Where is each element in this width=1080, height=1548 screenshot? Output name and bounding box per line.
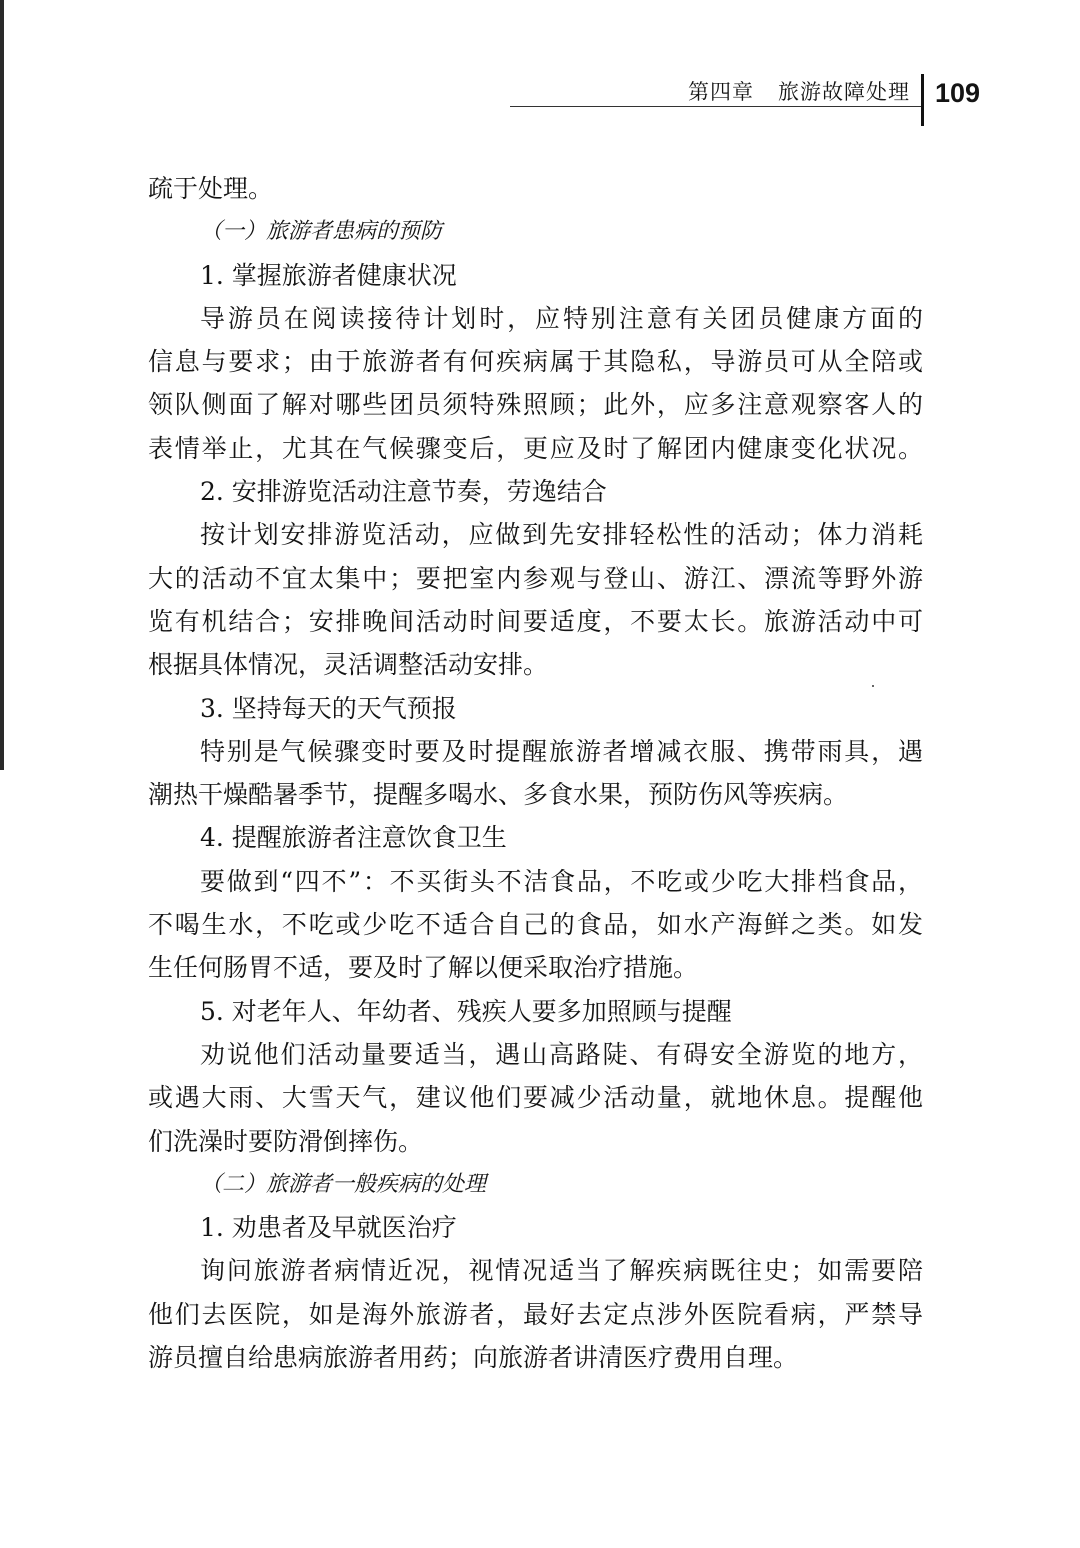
text-line: 特别是气候骤变时要及时提醒旅游者增减衣服、携带雨具，遇 (200, 736, 923, 766)
header-vertical-bar (921, 74, 924, 126)
header-chapter: 第四章 (688, 80, 754, 104)
text-line: 信息与要求；由于旅游者有何疾病属于其隐私，导游员可从全陪或 (148, 347, 923, 377)
text-line: 览有机结合；安排晚间活动时间要适度，不要太长。旅游活动中可 (148, 606, 923, 636)
page-edge-shadow (0, 0, 4, 770)
text-line: 生任何肠胃不适，要及时了解以便采取治疗措施。 (148, 953, 699, 983)
text-line: 导游员在阅读接待计划时，应特别注意有关团员健康方面的 (200, 303, 923, 333)
text-line: 大的活动不宜太集中；要把室内参观与登山、游江、漂流等野外游 (148, 563, 923, 593)
section-heading: （一）旅游者患病的预防 (200, 219, 443, 245)
text-line: 他们去医院，如是海外旅游者，最好去定点涉外医院看病，严禁导 (148, 1299, 923, 1329)
text-line: 按计划安排游览活动，应做到先安排轻松性的活动；体力消耗 (200, 520, 923, 550)
subsection-heading: 3. 坚持每天的天气预报 (200, 693, 457, 723)
text-line: 要做到“四不”：不买街头不洁食品，不吃或少吃大排档食品， (200, 866, 923, 896)
section-heading: （二）旅游者一般疾病的处理 (200, 1171, 487, 1197)
text-line: 询问旅游者病情近况，视情况适当了解疾病既往史；如需要陪 (200, 1256, 923, 1286)
subsection-heading: 5. 对老年人、年幼者、残疾人要多加照顾与提醒 (200, 996, 732, 1026)
header-chapter-title: 旅游故障处理 (778, 80, 910, 104)
text-line: 潮热干燥酷暑季节，提醒多喝水、多食水果，预防伤风等疾病。 (148, 780, 849, 810)
text-line: 根据具体情况，灵活调整活动安排。 (148, 650, 549, 680)
body-text (148, 167, 923, 1379)
subsection-heading: 4. 提醒旅游者注意饮食卫生 (200, 823, 507, 853)
scan-speck (872, 685, 874, 687)
text-line: 疏于处理。 (148, 174, 274, 203)
header-rule (510, 106, 924, 107)
text-line: 不喝生水，不吃或少吃不适合自己的食品，如水产海鲜之类。如发 (148, 910, 923, 940)
running-header (510, 74, 980, 134)
subsection-heading: 1. 掌握旅游者健康状况 (200, 260, 457, 290)
text-line: 游员擅自给患病旅游者用药；向旅游者讲清医疗费用自理。 (148, 1343, 799, 1373)
text-line: 们洗澡时要防滑倒摔伤。 (148, 1126, 424, 1156)
page-number: 109 (934, 78, 980, 108)
subsection-heading: 1. 劝患者及早就医治疗 (200, 1213, 457, 1243)
subsection-heading: 2. 安排游览活动注意节奏，劳逸结合 (200, 477, 607, 507)
text-line: 表情举止，尤其在气候骤变后，更应及时了解团内健康变化状况。 (148, 433, 923, 463)
text-line: 劝说他们活动量要适当，遇山高路陡、有碍安全游览的地方， (200, 1039, 923, 1069)
text-line: 或遇大雨、大雪天气，建议他们要减少活动量，就地休息。提醒他 (148, 1083, 923, 1113)
text-line: 领队侧面了解对哪些团员须特殊照顾；此外，应多注意观察客人的 (148, 390, 923, 420)
header-title (688, 76, 910, 106)
